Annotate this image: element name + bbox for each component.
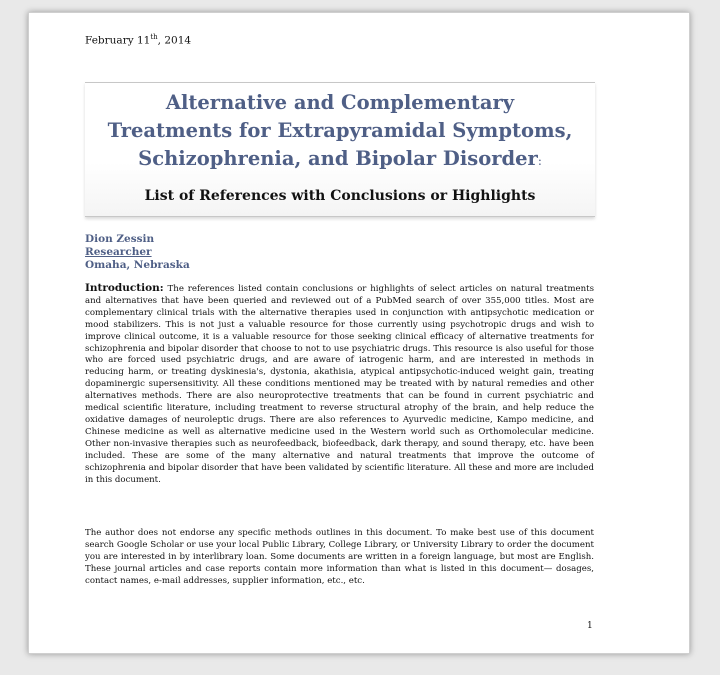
introduction-paragraph xyxy=(85,283,594,486)
document-date xyxy=(85,33,191,47)
title-line-1: Alternative and Complementary xyxy=(165,91,515,114)
author-block xyxy=(85,233,190,272)
title-line-2: Treatments for Extrapyramidal Symptoms, xyxy=(107,119,573,142)
disclaimer-paragraph: The author does not endorse any specific methods outlines in this document. To make best use of this document search Google Scholar or use your local Public Library, College Library, or University Library to order the document you are interested in by interlibrary loan. Some documents are written in a foreign language, but most are English. These journal articles and case reports contain more information than what is listed in this document— dosages, contact names, e-mail addresses, supplier information, etc., etc. xyxy=(85,528,594,586)
author-name: Dion Zessin xyxy=(85,233,155,245)
introduction-text: The references listed contain conclusions or highlights of select articles on natural treatments and alternatives that have been queried and reviewed out of a PubMed search of over 355,000 titles. Most are complementary clinical trials with the alternative therapies used in conjunction with antipsychotic medication or mood stabilizers. This is not just a valuable resource for those currently using psychotropic drugs and wish to improve clinical outcome, it is a valuable resource for those seeking clinical efficacy of alternative treatments for schizophrenia and bipolar disorder that choose to not to use psychiatric drugs. This resource is also useful for those who are forced used psychiatric drugs, and are aware of iatrogenic harm, and are interested in methods in reducing harm, or treating dyskinesia's, dystonia, akathisia, atypical antipsychotic-induced weight gain, treating dopaminergic supersensitivity. All these conditions mentioned may be treated with by natural remedies and other alternatives methods. There are also neuroprotective treatments that can be found in current psychiatric and medical scientific literature, including treatment to reverse structural atrophy of the brain, and help reduce the oxidative damages of neuroleptic drugs. There are also references to Ayurvedic medicine, Kampo medicine, and Chinese medicine as well as alternative medicine used in the Western world such as Orthomolecular medicine. Other non-invasive therapies such as neurofeedback, biofeedback, dark therapy, and sound therapy, etc. have been included. These are some of the many alternative and natural treatments that improve the outcome of schizophrenia and bipolar disorder that have been validated by scientific literature. All these and more are included in this document. xyxy=(85,284,594,485)
date-ordinal: th xyxy=(150,33,158,41)
document-title xyxy=(85,89,595,175)
document-page xyxy=(28,12,690,654)
author-role: Researcher xyxy=(85,246,152,258)
title-colon: : xyxy=(537,154,542,168)
date-day: February 11 xyxy=(85,34,151,47)
page-number: 1 xyxy=(587,621,593,631)
introduction-label: Introduction: xyxy=(85,282,164,294)
date-year: , 2014 xyxy=(157,34,192,47)
document-subtitle: List of References with Conclusions or Highlights xyxy=(144,188,536,204)
author-location: Omaha, Nebraska xyxy=(85,259,190,271)
title-block xyxy=(85,82,595,217)
title-line-3 xyxy=(85,145,595,175)
title-line-3-text: Schizophrenia, and Bipolar Disorder xyxy=(138,147,538,170)
